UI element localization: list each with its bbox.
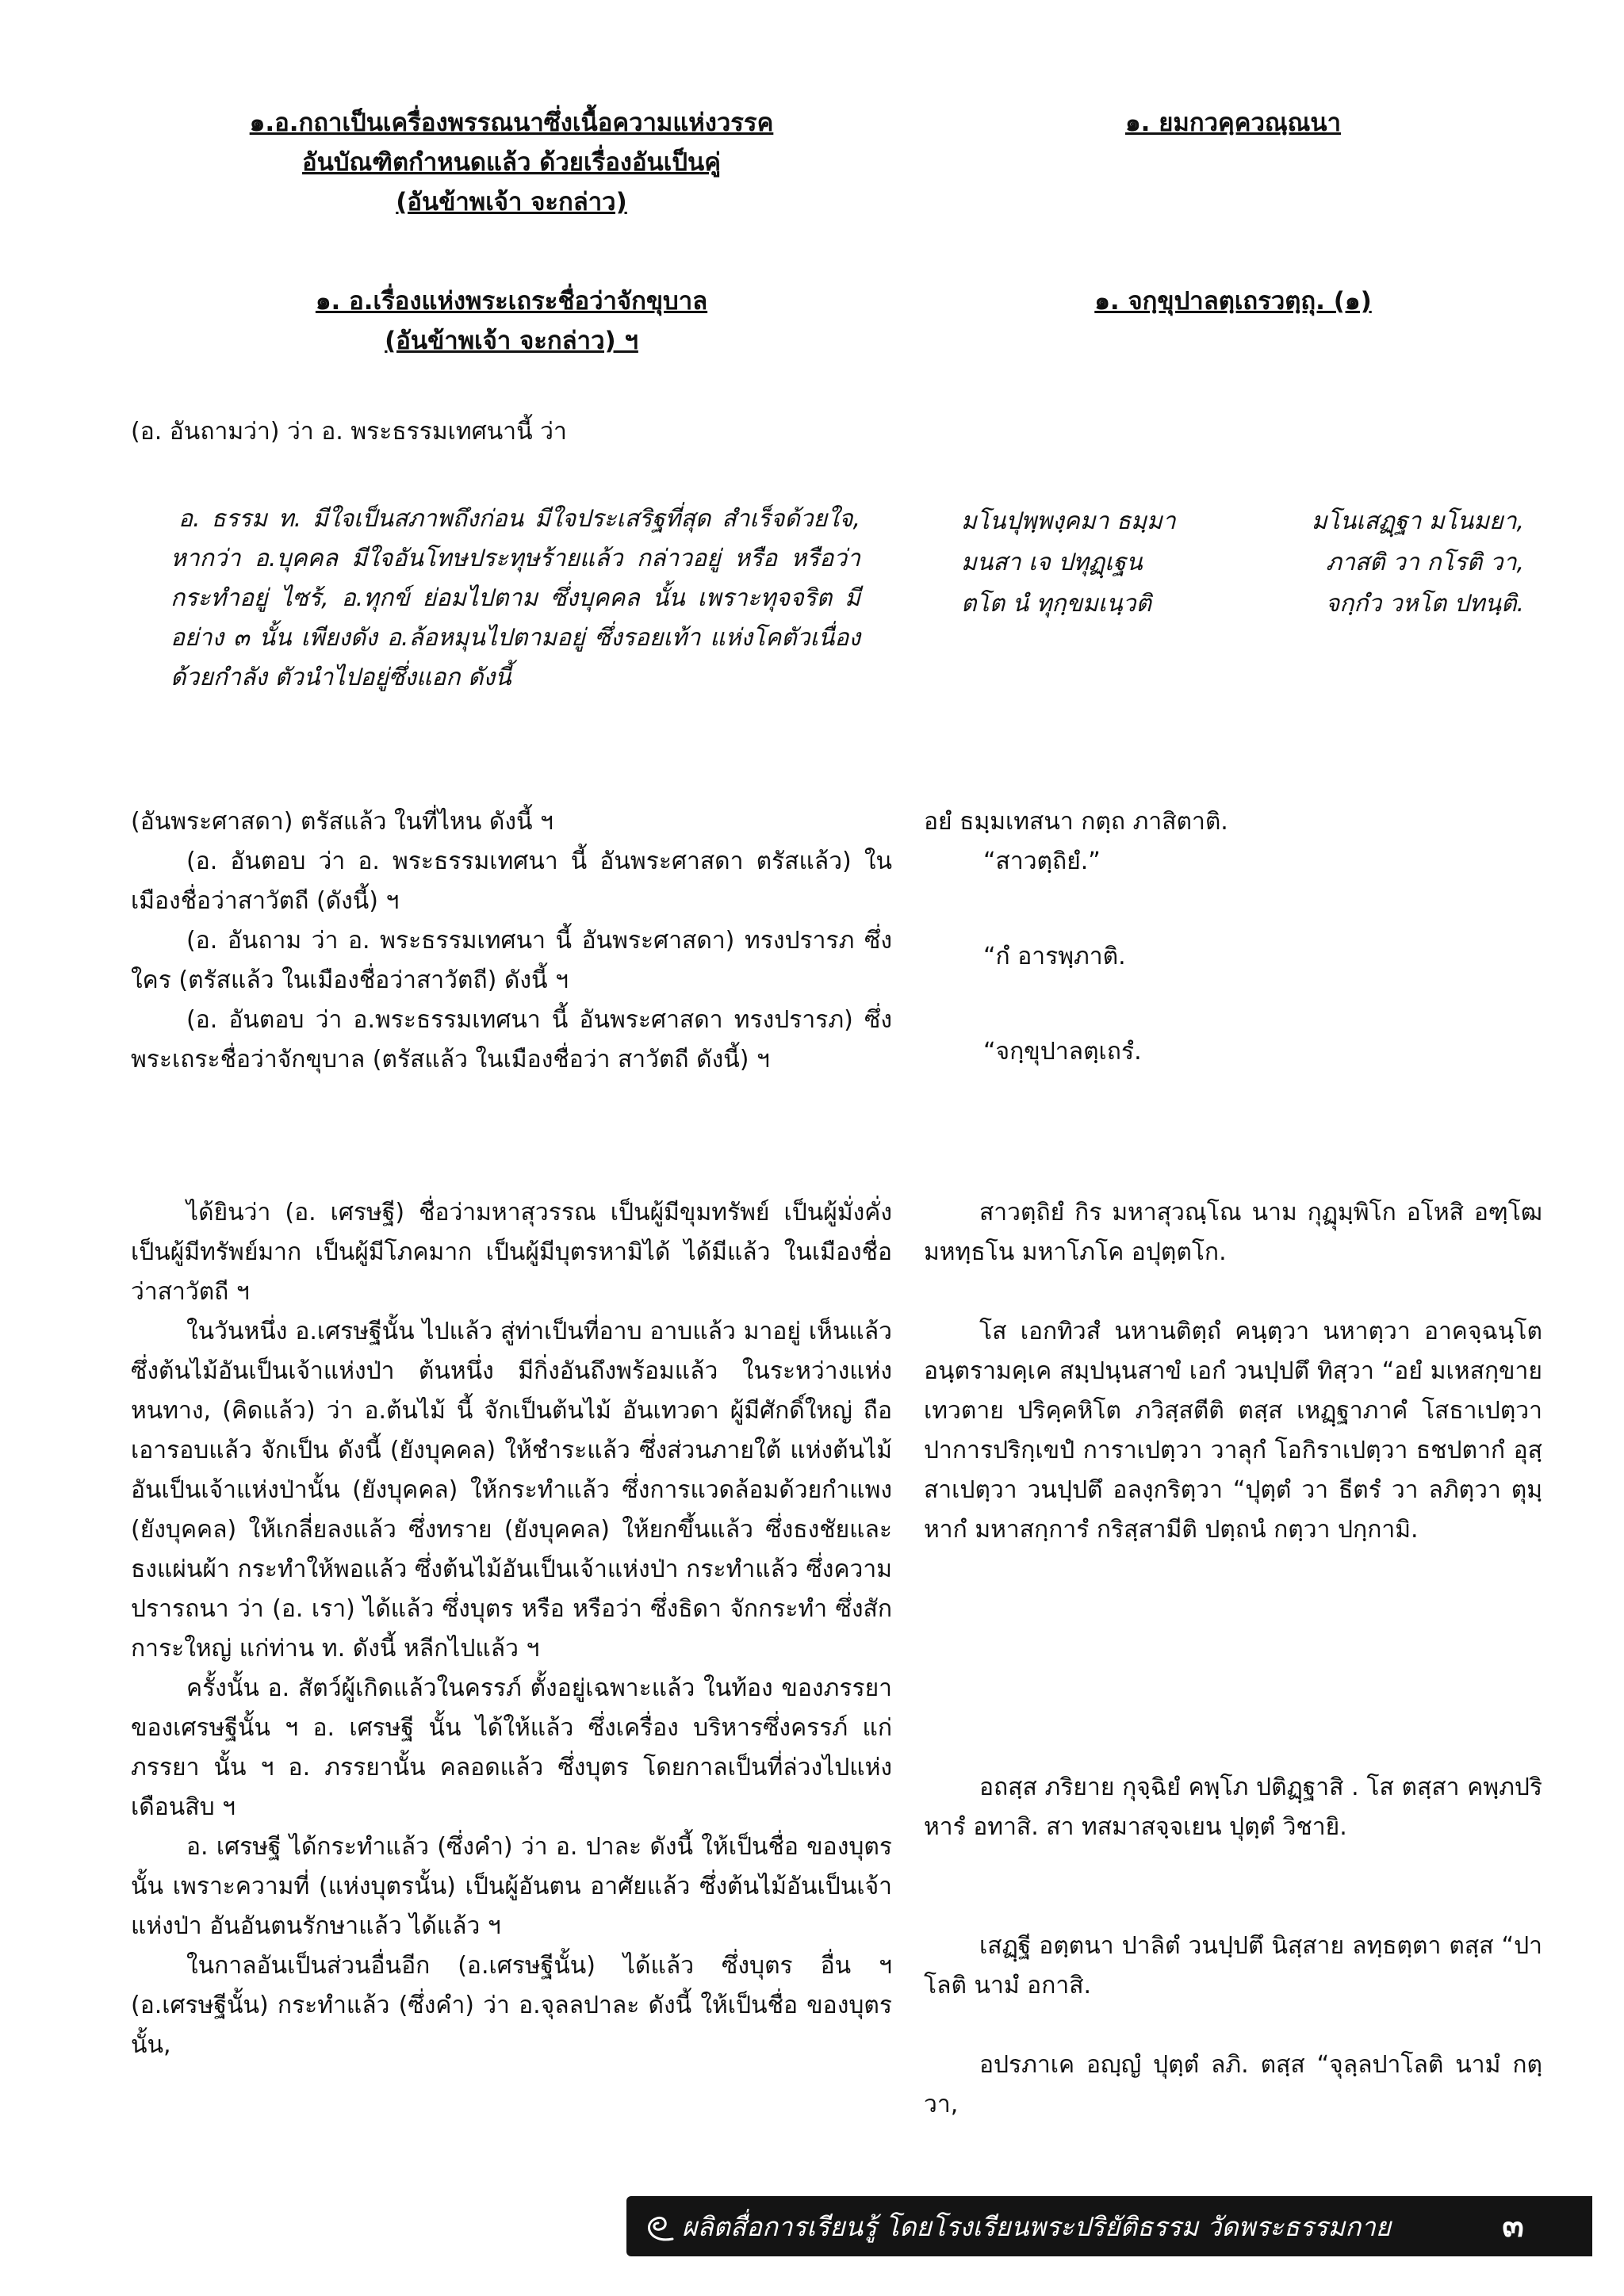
qa-thai-paragraph-3: (อ. อันถาม ว่า อ. พระธรรมเทศนา นี้ อันพระศาสดา) ทรงปรารภ ซึ่งใคร (ตรัสแล้ว ในเมืองชื่อว่าสาวัตถี) ดังนี้ ฯ bbox=[131, 927, 892, 994]
verse-pali bbox=[961, 501, 1524, 625]
qa-thai-paragraph-1: (อันพระศาสดา) ตรัสแล้ว ในที่ไหน ดังนี้ ฯ bbox=[131, 808, 553, 836]
footer-text: ผลิตสื่อการเรียนรู้ โดยโรงเรียนพระปริยัติธรรม วัดพระธรรมกาย bbox=[682, 2211, 1392, 2242]
verse-row-2-right: ภาสติ วา กโรติ วา, bbox=[1326, 549, 1524, 576]
qa-pali-line-1: อยํ ธมฺมเทสนา กตฺถ ภาสิตาติ. bbox=[924, 808, 1228, 836]
footer-banner bbox=[626, 2196, 1507, 2256]
qa-pali-line-4: “จกฺขุปาลตฺเถรํ. bbox=[983, 1038, 1142, 1066]
left-story-heading bbox=[190, 281, 833, 361]
left-story-heading-line-2: (อันข้าพเจ้า จะกล่าว) ฯ bbox=[385, 327, 638, 355]
verse-row-3-left: ตโต นํ ทุกฺขมเนฺวติ bbox=[961, 590, 1151, 618]
story-pali-paragraph-4: เสฏฺฐี อตฺตนา ปาลิตํ วนปฺปตึ นิสฺสาย ลทฺธตฺตา ตสฺส “ปาโลติ นามํ อกาสิ. bbox=[924, 1932, 1542, 1999]
left-story-heading-line-1: ๑. อ.เรื่องแห่งพระเถระชื่อว่าจักขุบาล bbox=[315, 287, 708, 316]
right-story-heading bbox=[936, 281, 1530, 321]
qa-pali-line-3: “กํ อารพฺภาติ. bbox=[983, 943, 1126, 970]
qa-pali-line-2: “สาวตฺถิยํ.” bbox=[983, 848, 1101, 875]
verse-translation: อ. ธรรม ท. มีใจเป็นสภาพถึงก่อน มีใจประเสริฐที่สุด สำเร็จด้วยใจ, หากว่า อ.บุคคล มีใจอันโทษประทุษร้ายแล้ว กล่าวอยู่ หรือ หรือว่า กระทำอยู่ ไซร้, อ.ทุกข์ ย่อมไปตาม ซึ่งบุคคล นั้น เพราะทุจจริต มีอย่าง ๓ นั้น เพียงดัง อ.ล้อหมุนไปตามอยู่ ซึ่งรอยเท้า แห่งโคตัวเนื่องด้วยกำลัง ตัวนำไปอยู่ซึ่งแอก ดังนี้ bbox=[170, 505, 860, 691]
story-thai-paragraph-5: ในกาลอันเป็นส่วนอื่นอีก (อ.เศรษฐีนั้น) ได้แล้ว ซึ่งบุตร อื่น ฯ (อ.เศรษฐีนั้น) กระทำแล้ว (ซึ่งคำ) ว่า อ.จุลลปาละ ดังนี้ ให้เป็นชื่อ ของบุตรนั้น, bbox=[131, 1952, 892, 2059]
page-number: ๓ bbox=[1434, 2196, 1592, 2256]
left-heading-line-2: อันบัณฑิตกำหนดแล้ว ด้วยเรื่องอันเป็นคู่ bbox=[302, 148, 721, 177]
intro-line: (อ. อันถามว่า) ว่า อ. พระธรรมเทศนานี้ ว่า bbox=[131, 418, 567, 446]
verse-row-1-left: มโนปุพฺพงฺคมา ธมฺมา bbox=[961, 507, 1176, 535]
verse-row-2-left: มนสา เจ ปทุฏฺเฐน bbox=[961, 549, 1143, 576]
verse-row-3 bbox=[961, 584, 1524, 625]
story-thai-paragraph-4: อ. เศรษฐี ได้กระทำแล้ว (ซึ่งคำ) ว่า อ. ปาละ ดังนี้ ให้เป็นชื่อ ของบุตรนั้น เพราะความที่ (แห่งบุตรนั้น) เป็นผู้อันตน อาศัยแล้ว ซึ่งต้นไม้อันเป็นเจ้าแห่งป่า อันอันตนรักษาแล้ว ได้แล้ว ฯ bbox=[131, 1833, 892, 1940]
qa-thai-block bbox=[131, 802, 892, 1080]
story-thai-block bbox=[131, 1193, 892, 2065]
qa-thai-paragraph-2: (อ. อันตอบ ว่า อ. พระธรรมเทศนา นี้ อันพระศาสดา ตรัสแล้ว) ในเมืองชื่อว่าสาวัตถี (ดังนี้) ฯ bbox=[131, 848, 892, 915]
verse-row-1-right: มโนเสฏฺฐา มโนมยา, bbox=[1311, 507, 1524, 535]
right-heading-line-1: ๑. ยมกวคฺควณฺณนา bbox=[1124, 109, 1342, 137]
qa-thai-paragraph-4: (อ. อันตอบ ว่า อ.พระธรรมเทศนา นี้ อันพระศาสดา ทรงปรารภ) ซึ่งพระเถระชื่อว่าจักขุบาล (ตรัสแล้ว ในเมืองชื่อว่า สาวัตถี ดังนี้) ฯ bbox=[131, 1006, 892, 1073]
left-section-heading bbox=[151, 103, 872, 222]
left-heading-line-1: ๑.อ.กถาเป็นเครื่องพรรณนาซึ่งเนื้อความแห่งวรรค bbox=[249, 109, 774, 137]
footer-divider-bar bbox=[1404, 2196, 1410, 2256]
story-pali-paragraph-3: อถสฺส ภริยาย กุจฺฉิยํ คพฺโภ ปติฏฺฐาสิ . โส ตสฺสา คพฺภปริหารํ อทาสิ. สา ทสมาสจฺจเยน ปุตฺตํ วิชายิ. bbox=[924, 1774, 1542, 1841]
verse-row-3-right: จกฺกํว วหโต ปทนฺติ. bbox=[1325, 590, 1524, 618]
verse-row-2 bbox=[961, 542, 1524, 584]
swirl-ornament-icon bbox=[641, 2207, 677, 2245]
right-section-heading bbox=[936, 103, 1530, 143]
story-thai-paragraph-2: ในวันหนึ่ง อ.เศรษฐีนั้น ไปแล้ว สู่ท่าเป็นที่อาบ อาบแล้ว มาอยู่ เห็นแล้ว ซึ่งต้นไม้อันเป็นเจ้าแห่งป่า ต้นหนึ่ง มีกิ่งอันถึงพร้อมแล้ว ในระหว่างแห่งหนทาง, (คิดแล้ว) ว่า อ.ต้นไม้ นี้ จักเป็นต้นไม้ อันเทวดา ผู้มีศักดิ์ใหญ่ ถือเอารอบแล้ว จักเป็น ดังนี้ (ยังบุคคล) ให้ชำระแล้ว ซึ่งส่วนภายใต้ แห่งต้นไม้อันเป็นเจ้าแห่งป่านั้น (ยังบุคคล) ให้กระทำแล้ว ซึ่งการแวดล้อมด้วยกำแพง (ยังบุคคล) ให้เกลี่ยลงแล้ว ซึ่งทราย (ยังบุคคล) ให้ยกขึ้นแล้ว ซึ่งธงชัยและธงแผ่นผ้า กระทำให้พอแล้ว ซึ่งต้นไม้อันเป็นเจ้าแห่งป่า กระทำแล้ว ซึ่งความปรารถนา ว่า (อ. เรา) ได้แล้ว ซึ่งบุตร หรือ หรือว่า ซึ่งธิดา จักกระทำ ซึ่งสักการะใหญ่ แก่ท่าน ท. ดังนี้ หลีกไปแล้ว ฯ bbox=[131, 1318, 892, 1663]
story-pali-paragraph-5: อปรภาเค อญฺญํ ปุตฺตํ ลภิ. ตสฺส “จุลฺลปาโลติ นามํ กตฺวา, bbox=[924, 2051, 1542, 2118]
verse-row-1 bbox=[961, 501, 1524, 542]
story-thai-paragraph-1: ได้ยินว่า (อ. เศรษฐี) ชื่อว่ามหาสุวรรณ เป็นผู้มีขุมทรัพย์ เป็นผู้มั่งคั่ง เป็นผู้มีทรัพย์มาก เป็นผู้มีโภคมาก เป็นผู้มีบุตรหามิได้ ได้มีแล้ว ในเมืองชื่อว่าสาวัตถี ฯ bbox=[131, 1199, 892, 1306]
right-story-heading-line-1: ๑. จกฺขุปาลตฺเถรวตฺถุ. (๑) bbox=[1094, 287, 1372, 316]
story-thai-paragraph-3: ครั้งนั้น อ. สัตว์ผู้เกิดแล้วในครรภ์ ตั้งอยู่เฉพาะแล้ว ในท้อง ของภรรยา ของเศรษฐีนั้น ฯ อ. เศรษฐี นั้น ได้ให้แล้ว ซึ่งเครื่อง บริหารซึ่งครรภ์ แก่ภรรยา นั้น ฯ อ. ภรรยานั้น คลอดแล้ว ซึ่งบุตร โดยกาลเป็นที่ล่วงไปแห่งเดือนสิบ ฯ bbox=[131, 1674, 892, 1821]
story-pali-paragraph-2: โส เอกทิวสํ นหานติตฺถํ คนฺตฺวา นหาตฺวา อาคจฺฉนฺโต อนฺตรามคฺเค สมฺปนฺนสาขํ เอกํ วนปฺปตึ ทิสฺวา “อยํ มเหสกฺขาย เทวตาย ปริคฺคหิโต ภวิสฺสตีติ ตสฺส เหฏฺฐาภาคํ โสธาเปตฺวา ปาการปริกฺเขปํ การาเปตฺวา วาลุกํ โอกิราเปตฺวา ธชปตากํ อุสฺสาเปตฺวา วนปฺปตึ อลงฺกริตฺวา “ปุตฺตํ วา ธีตรํ วา ลภิตฺวา ตุมฺหากํ มหาสกฺการํ กริสฺสามีติ ปตฺถนํ กตฺวา ปกฺกามิ. bbox=[924, 1318, 1542, 1544]
footer-divider-bar-thin bbox=[1419, 2196, 1423, 2256]
left-heading-line-3: (อันข้าพเจ้า จะกล่าว) bbox=[396, 188, 627, 216]
story-pali-paragraph-1: สาวตฺถิยํ กิร มหาสุวณฺโณ นาม กุฏุมฺพิโก อโหสิ อฑฺโฒ มหทฺธโน มหาโภโค อปุตฺตโก. bbox=[924, 1199, 1542, 1266]
